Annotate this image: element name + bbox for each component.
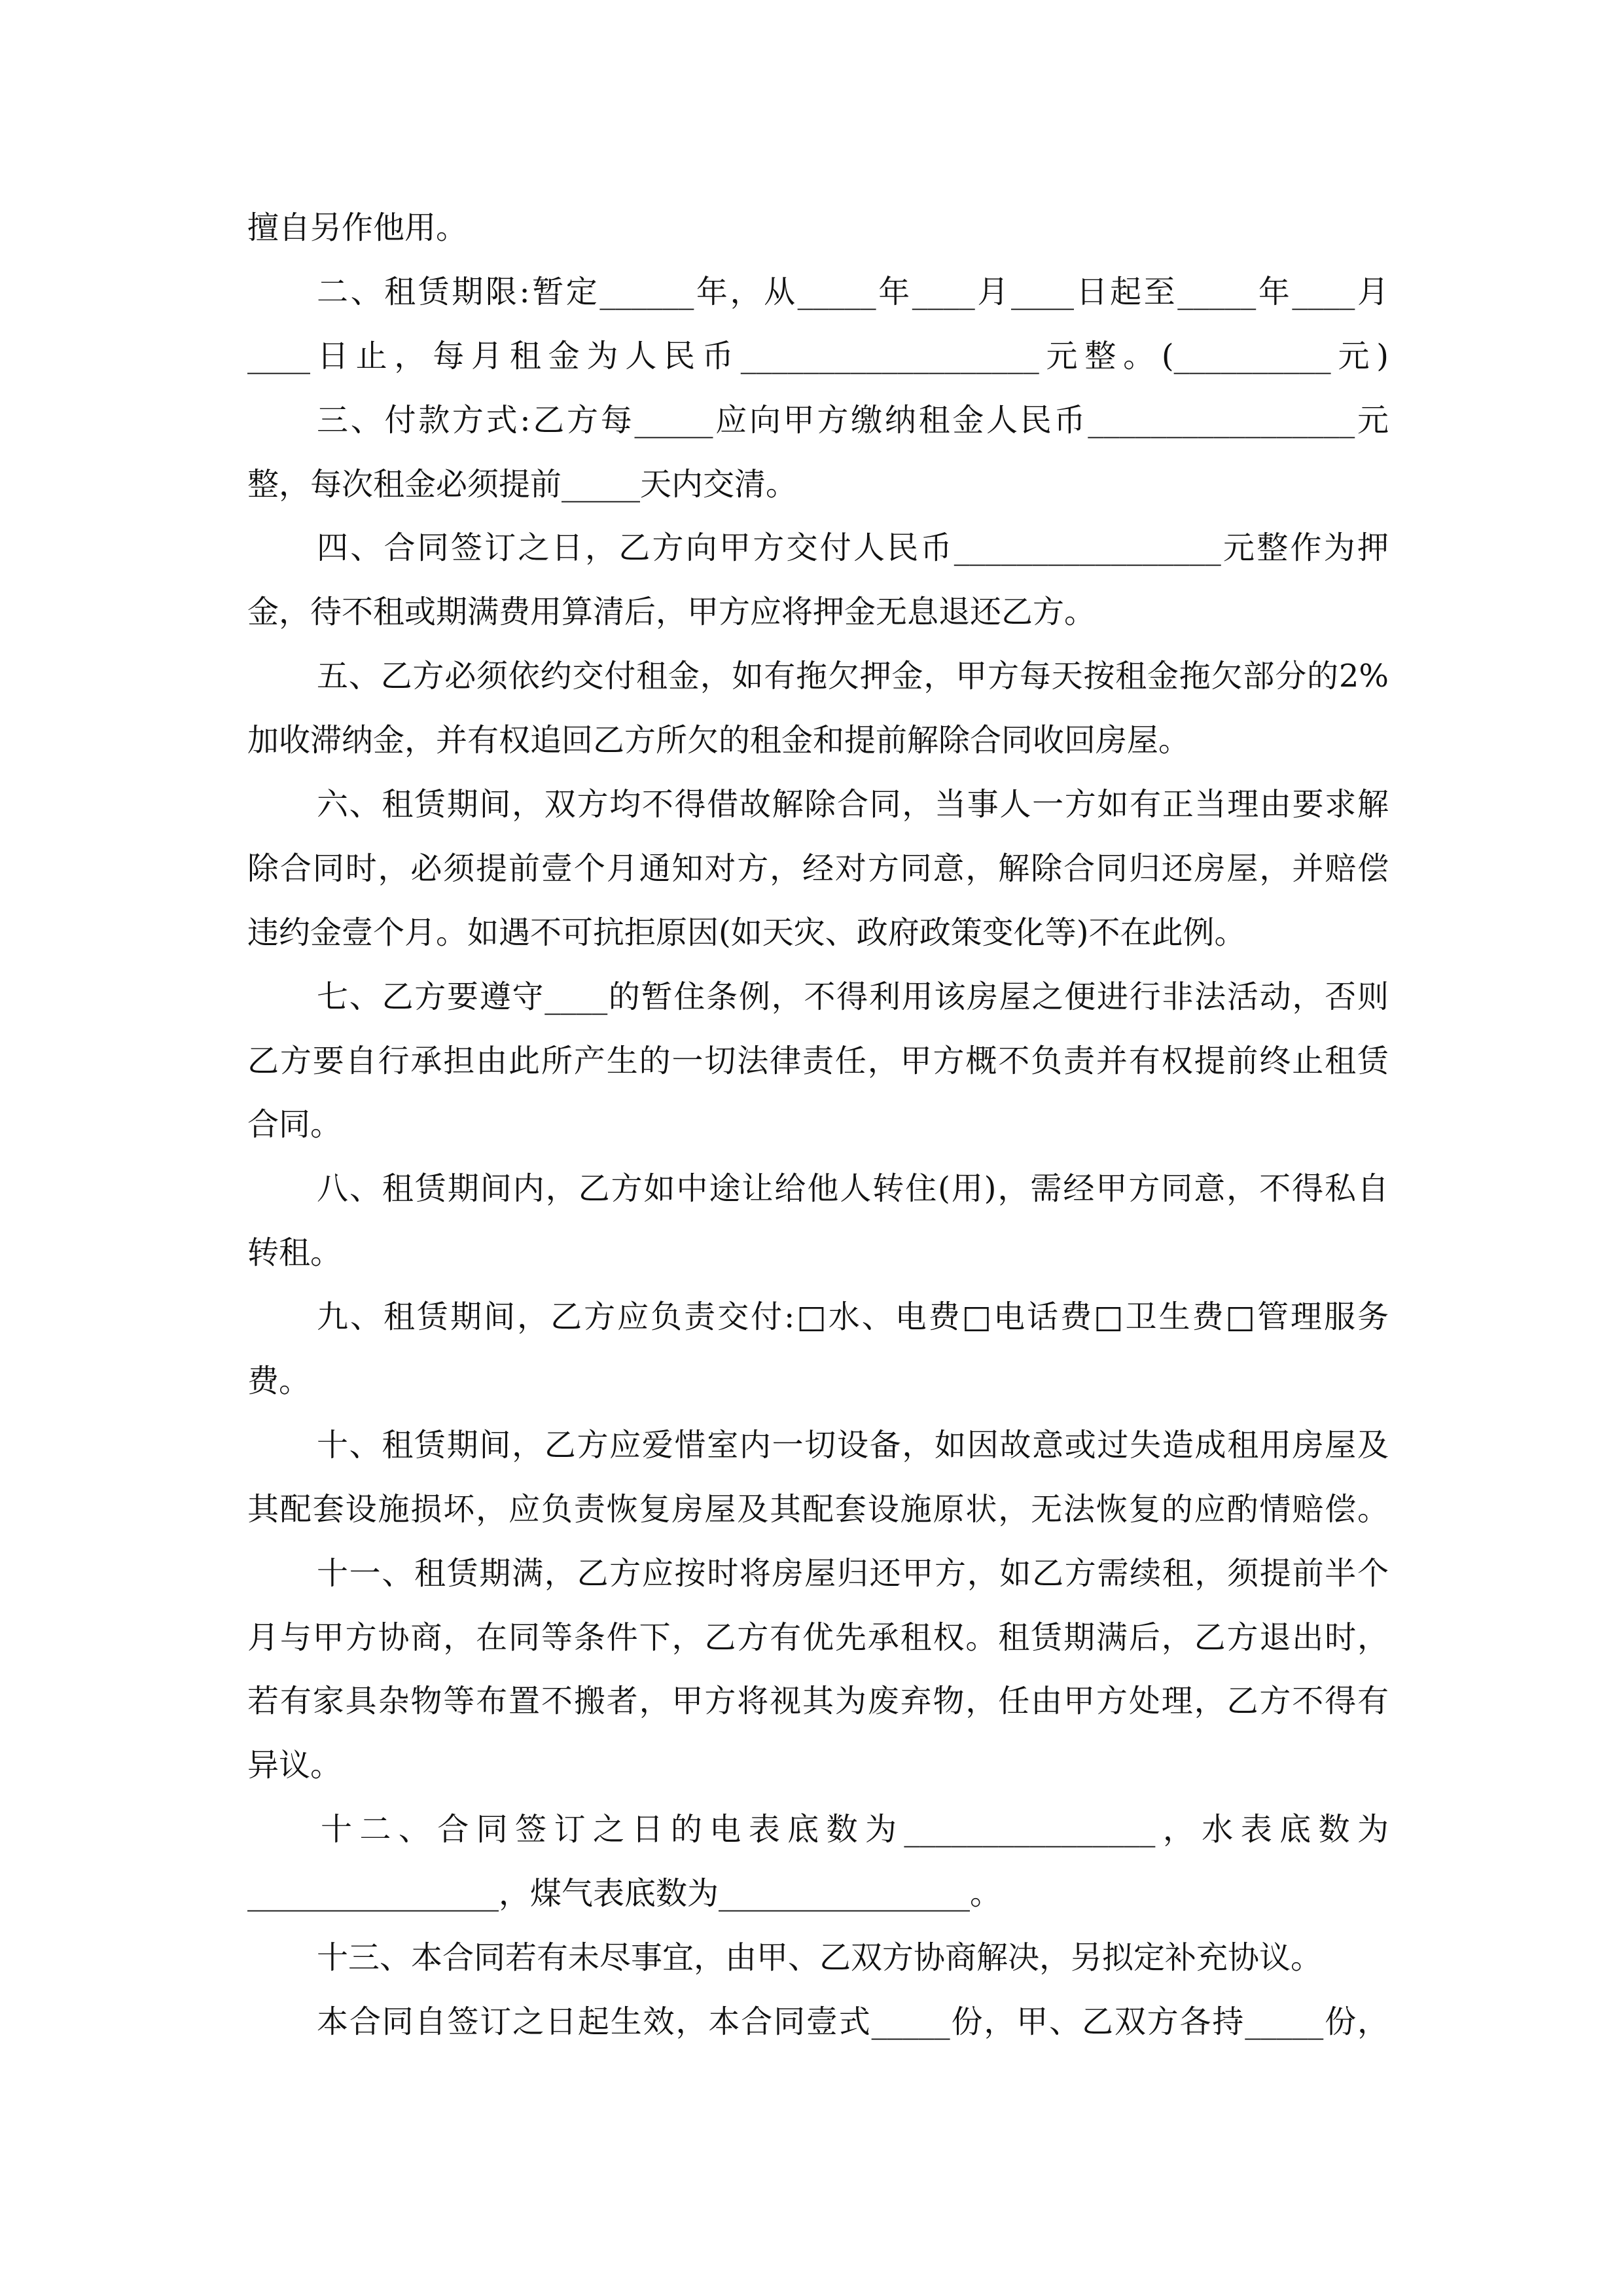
text-line: 若有家具杂物等布置不搬者，甲方将视其为废弃物，任由甲方处理，乙方不得有	[247, 1683, 1389, 1720]
text-line: 乙方要自行承担由此所产生的一切法律责任，甲方概不负责并有权提前终止租赁	[247, 1042, 1389, 1079]
text-line: 费。	[247, 1363, 311, 1400]
text-line: 月与甲方协商，在同等条件下，乙方有优先承租权。租赁期满后，乙方退出时，	[247, 1619, 1389, 1656]
clause-11-renewal: 十一、租赁期满，乙方应按时将房屋归还甲方，如乙方需续租，须提前半个	[317, 1554, 1389, 1592]
text-line: 合同。	[247, 1106, 342, 1143]
clause-9-fees: 九、租赁期间，乙方应负责交付:□水、电费□电话费□卫生费□管理服务	[317, 1299, 1389, 1336]
clause-2-term: 二、租赁期限:暂定______年，从_____年____月____日起至_____年____月	[317, 273, 1389, 310]
text-line: ________________，煤气表底数为________________。	[247, 1875, 1002, 1912]
clause-13-supplement: 十三、本合同若有未尽事宜，由甲、乙双方协商解决，另拟定补充协议。	[317, 1939, 1323, 1977]
text-line: ____日止，每月租金为人民币___________________元整。(__________元)	[247, 337, 1389, 374]
text-line: 加收滞纳金，并有权追回乙方所欠的租金和提前解除合同收回房屋。	[247, 722, 1190, 759]
effective-clause: 本合同自签订之日起生效，本合同壹式_____份，甲、乙双方各持_____份，	[317, 2003, 1389, 2040]
clause-3-payment: 三、付款方式:乙方每_____应向甲方缴纳租金人民币_________________元	[317, 401, 1389, 439]
text-line: 转租。	[247, 1234, 342, 1272]
clause-5-late-fee: 五、乙方必须依约交付租金，如有拖欠押金，甲方每天按租金拖欠部分的2%	[317, 658, 1389, 695]
clause-6-termination: 六、租赁期间，双方均不得借故解除合同，当事人一方如有正当理由要求解	[317, 786, 1389, 823]
text-line: 违约金壹个月。如遇不可抗拒原因(如天灾、政府政策变化等)不在此例。	[247, 914, 1246, 951]
clause-10-equipment: 十、租赁期间，乙方应爱惜室内一切设备，如因故意或过失造成租用房屋及	[317, 1426, 1389, 1463]
text-line: 其配套设施损坏，应负责恢复房屋及其配套设施原状，无法恢复的应酌情赔偿。	[247, 1490, 1389, 1528]
clause-4-deposit: 四、合同签订之日，乙方向甲方交付人民币_________________元整作为押	[317, 529, 1389, 567]
contract-page	[247, 196, 1389, 2054]
clause-8-sublet: 八、租赁期间内，乙方如中途让给他人转住(用)，需经甲方同意，不得私自	[317, 1170, 1389, 1208]
clause-7-regulations: 七、乙方要遵守____的暂住条例，不得利用该房屋之便进行非法活动，否则	[317, 978, 1389, 1015]
text-line: 擅自另作他用。	[247, 209, 468, 246]
clause-12-meter-readings: 十二、合同签订之日的电表底数为________________，水表底数为	[321, 1811, 1389, 1848]
text-line: 除合同时，必须提前壹个月通知对方，经对方同意，解除合同归还房屋，并赔偿	[247, 850, 1389, 887]
text-line: 金，待不租或期满费用算清后，甲方应将押金无息退还乙方。	[247, 594, 1096, 631]
text-line: 整，每次租金必须提前_____天内交清。	[247, 465, 798, 503]
text-line: 异议。	[247, 1747, 342, 1784]
